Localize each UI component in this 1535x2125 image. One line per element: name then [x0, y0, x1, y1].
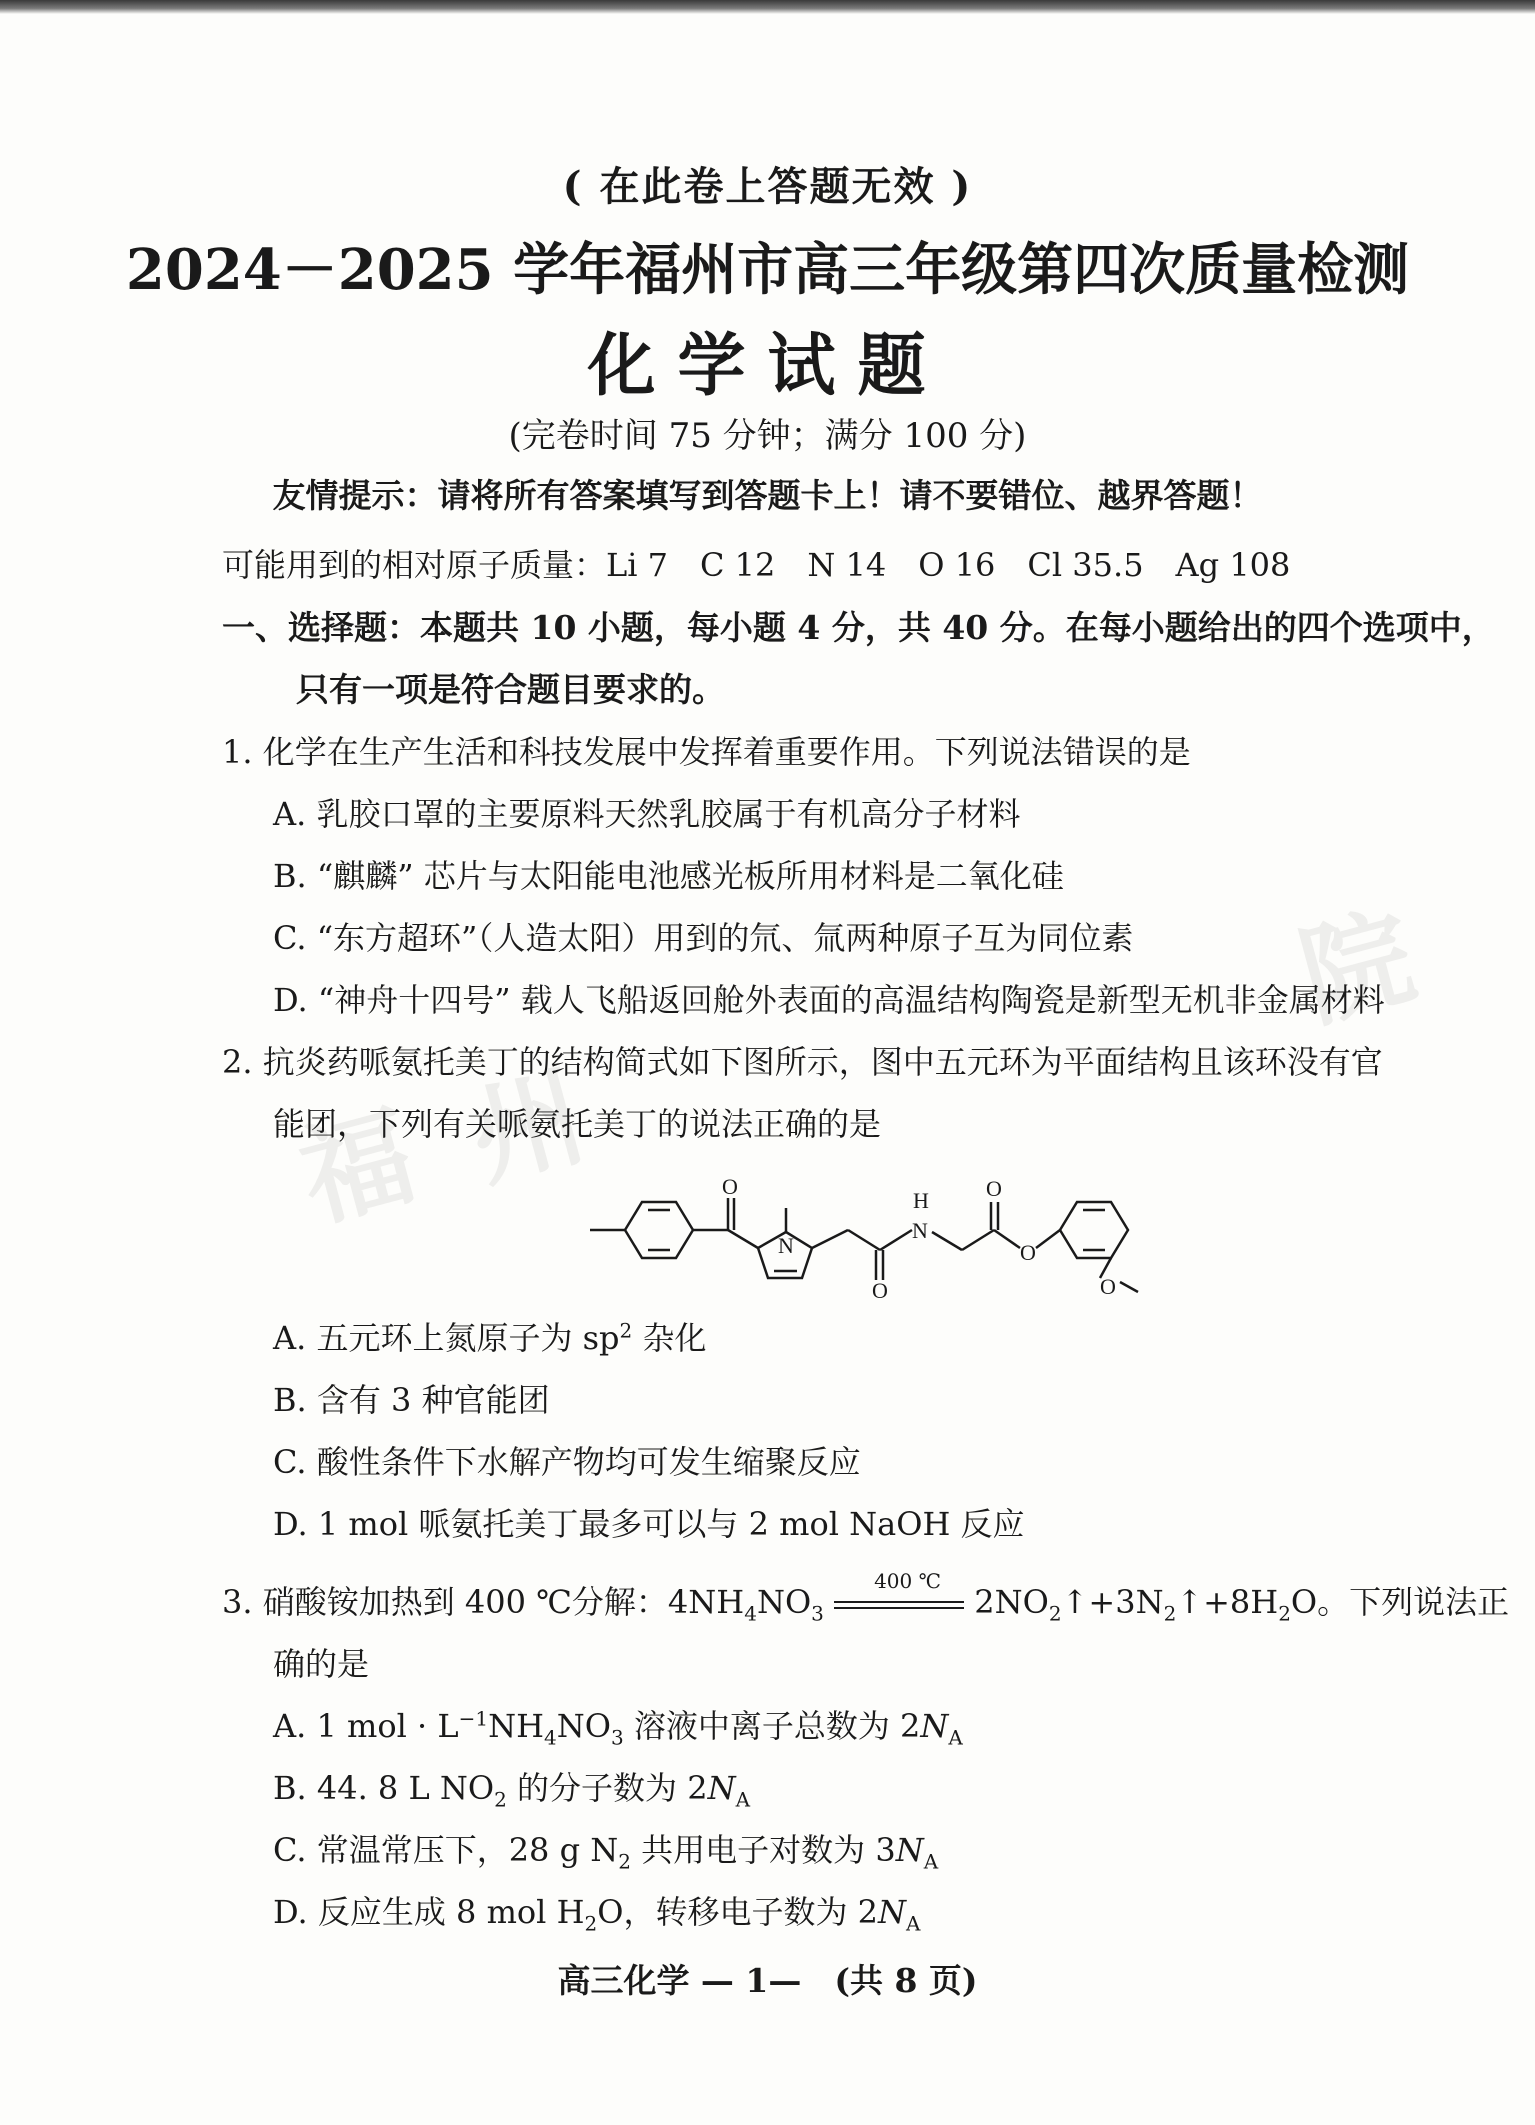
q1-stem: 1. 化学在生产生活和科技发展中发挥着重要作用。下列说法错误的是: [222, 733, 1191, 771]
friendly-tip: 友情提示：请将所有答案填写到答题卡上！请不要错位、越界答题！: [272, 476, 1263, 515]
watermark-char: 院: [1287, 890, 1428, 1044]
q3-option-c: C. 常温常压下，28 g $N_2$ 共用电子对数为 $3N_A$: [273, 1831, 939, 1874]
page-footer: 高三化学 — 1— (共 8 页): [557, 1961, 978, 2000]
struct-label: N: [778, 1233, 794, 1258]
q1-option-b: B. “麒麟” 芯片与太阳能电池感光板所用材料是二氧化硅: [273, 857, 1064, 895]
q3-stem-line2: 确的是: [273, 1645, 370, 1683]
struct-label: O: [872, 1278, 888, 1300]
notice: ( 在此卷上答题无效 ): [562, 163, 973, 210]
struct-label: O: [986, 1176, 1002, 1201]
q2-stem-line2: 能团，下列有关哌氨托美丁的说法正确的是: [273, 1105, 882, 1143]
struct-label: H: [913, 1188, 929, 1213]
struct-label: N: [912, 1218, 928, 1243]
struct-label: O: [1020, 1240, 1036, 1265]
exam-time: (完卷时间 75 分钟；满分 100 分): [508, 416, 1027, 456]
q2-option-b: B. 含有 3 种官能团: [273, 1381, 550, 1419]
section-heading: 一、选择题：本题共 10 小题，每小题 4 分，共 40 分。在每小题给出的四个选项中，: [222, 608, 1495, 647]
scan-edge: [0, 0, 1535, 14]
exam-title: 2024－2025 学年福州市高三年级第四次质量检测: [125, 237, 1410, 303]
reaction-condition: 400 ℃: [874, 1568, 941, 1593]
structure-diagram: [580, 1160, 1140, 1300]
watermark-char: 福: [287, 1090, 428, 1244]
q1-option-d: D. “神舟十四号” 载人飞船返回舱外表面的高温结构陶瓷是新型无机非金属材料: [273, 981, 1385, 1019]
q1-option-c: C. “东方超环”（人造太阳）用到的氘、氚两种原子互为同位素: [273, 919, 1134, 957]
q2-option-c: C. 酸性条件下水解产物均可发生缩聚反应: [273, 1443, 861, 1481]
q2-option-a: A. 五元环上氮原子为 $sp^2$ 杂化: [273, 1318, 707, 1357]
watermark-char: 州: [457, 1050, 598, 1204]
struct-label: O: [1100, 1274, 1116, 1299]
section-heading-line2: 只有一项是符合题目要求的。: [296, 670, 725, 709]
atomic-mass: 可能用到的相对原子质量：Li 7 C 12 N 14 O 16 Cl 35.5 Ag 108: [222, 546, 1291, 584]
q3-option-d: D. 反应生成 8 mol $H_2O$，转移电子数为 $2N_A$: [273, 1893, 921, 1936]
q3-option-a: A. 1 mol · $L^{-1}NH_4NO_3$ 溶液中离子总数为 $2N_A$: [273, 1706, 963, 1750]
q3-stem: 3. 硝酸铵加热到 400 ℃分解：$4NH_4NO_3$ 400 ℃ $2NO_2↑+3N_2↑+8H_2O$。下列说法正: [222, 1568, 1510, 1626]
q2-option-d: D. 1 mol 哌氨托美丁最多可以与 2 mol NaOH 反应: [273, 1505, 1025, 1543]
q3-option-b: B. 44. 8 L $NO_2$ 的分子数为 $2N_A$: [273, 1769, 751, 1812]
q2-stem: 2. 抗炎药哌氨托美丁的结构简式如下图所示，图中五元环为平面结构且该环没有官: [222, 1043, 1383, 1081]
q1-option-a: A. 乳胶口罩的主要原料天然乳胶属于有机高分子材料: [273, 795, 1021, 833]
struct-label: O: [722, 1174, 738, 1199]
subject-title: 化学试题: [587, 326, 948, 406]
